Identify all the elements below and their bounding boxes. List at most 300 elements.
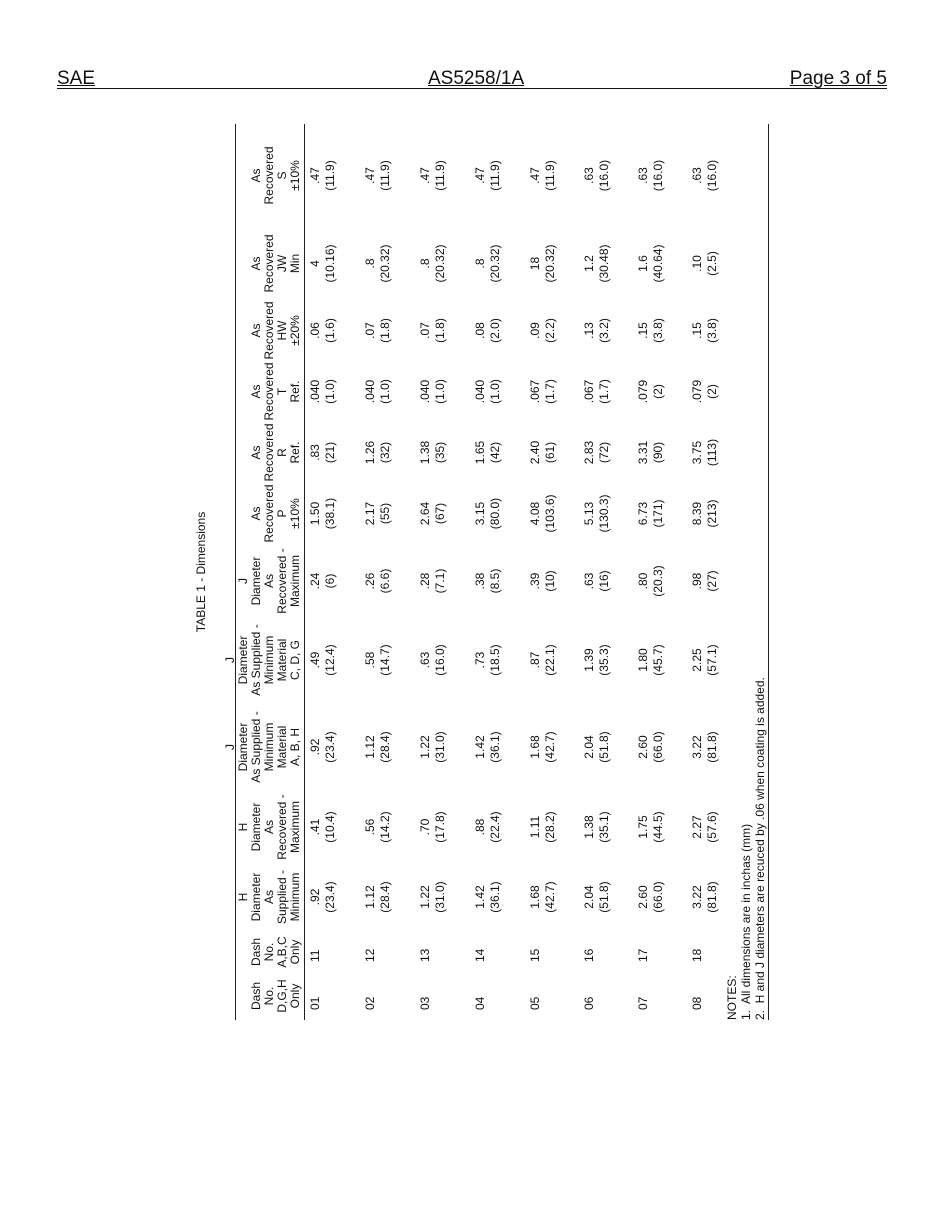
column-header: H Diameter As Supplied - Minimum bbox=[235, 869, 302, 925]
value-inch: 1.2 bbox=[581, 255, 596, 272]
value-inch: 1.68 bbox=[527, 885, 542, 909]
dimension-cell bbox=[418, 544, 448, 618]
dimension-cell bbox=[582, 702, 612, 792]
dimension-cell bbox=[690, 792, 720, 862]
value-mm: (11.9) bbox=[377, 160, 392, 191]
dimension-cell bbox=[528, 361, 558, 422]
dimension-cell bbox=[528, 483, 558, 544]
dimension-cell bbox=[308, 227, 338, 300]
value-mm: (130.3) bbox=[596, 494, 611, 533]
dimension-cell bbox=[363, 792, 393, 862]
dimension-cell bbox=[418, 300, 448, 361]
value-mm: (20.32) bbox=[432, 244, 447, 283]
value-mm: (81.8) bbox=[704, 881, 719, 913]
column-header: As Recovered T Ref. bbox=[248, 362, 302, 421]
dimension-cell bbox=[582, 124, 612, 227]
value-mm: (14.2) bbox=[377, 811, 392, 843]
value-mm: (10.16) bbox=[322, 244, 337, 283]
value-inch: .70 bbox=[417, 818, 432, 836]
value-mm: (18.5) bbox=[487, 644, 502, 676]
header-rule bbox=[57, 88, 887, 89]
value-inch: .39 bbox=[527, 572, 542, 590]
column-header: Dash No. D,G,H Only bbox=[248, 979, 302, 1013]
dimension-cell bbox=[473, 124, 503, 227]
value-mm: (10) bbox=[542, 570, 557, 592]
note-item: 1. All dimensions are in inchas (mm) bbox=[738, 823, 753, 1020]
dimension-cell bbox=[473, 544, 503, 618]
dimension-cell bbox=[308, 124, 338, 227]
value-mm: (57.6) bbox=[704, 811, 719, 843]
value-inch: .47 bbox=[362, 167, 377, 184]
value-inch: 1.6 bbox=[635, 255, 650, 272]
value-inch: .26 bbox=[362, 572, 377, 590]
dash-no-abc: 15 bbox=[527, 948, 542, 962]
dimension-cell bbox=[636, 124, 666, 227]
value-inch: .88 bbox=[472, 818, 487, 836]
dimension-cell bbox=[418, 702, 448, 792]
value-mm: (2) bbox=[704, 384, 719, 399]
dimension-cell bbox=[582, 227, 612, 300]
dimension-cell bbox=[363, 702, 393, 792]
dimension-cell bbox=[473, 618, 503, 702]
value-inch: .87 bbox=[527, 651, 542, 669]
value-mm: (80.0) bbox=[487, 497, 502, 530]
dimension-cell bbox=[308, 300, 338, 361]
value-inch: 1.68 bbox=[527, 735, 542, 759]
value-inch: .58 bbox=[362, 651, 377, 669]
value-mm: (171) bbox=[650, 499, 665, 528]
dash-no-dgh: 07 bbox=[635, 996, 650, 1010]
dimension-cell bbox=[636, 483, 666, 544]
dimension-cell bbox=[636, 300, 666, 361]
notes-title: NOTES: bbox=[724, 975, 739, 1020]
value-mm: (1.7) bbox=[542, 379, 557, 404]
value-inch: 3.22 bbox=[689, 885, 704, 909]
table-row bbox=[582, 124, 634, 1020]
table-row bbox=[418, 124, 470, 1020]
value-mm: (22.4) bbox=[487, 811, 502, 843]
dimension-cell bbox=[528, 792, 558, 862]
value-mm: (17.8) bbox=[432, 811, 447, 843]
column-header: J Diameter As Recovered - Maximum bbox=[235, 548, 302, 614]
value-mm: (6) bbox=[322, 573, 337, 589]
value-inch: .92 bbox=[307, 888, 322, 906]
dimension-cell bbox=[363, 300, 393, 361]
value-mm: (20.32) bbox=[542, 244, 557, 283]
dimension-cell bbox=[363, 124, 393, 227]
value-inch: .98 bbox=[689, 572, 704, 590]
dimension-cell bbox=[528, 702, 558, 792]
value-inch: 1.22 bbox=[417, 885, 432, 909]
dimension-cell bbox=[473, 300, 503, 361]
value-inch: 8.39 bbox=[689, 501, 704, 526]
dimension-cell bbox=[690, 618, 720, 702]
value-inch: .73 bbox=[472, 651, 487, 669]
value-mm: (30.48) bbox=[596, 244, 611, 283]
dimension-cell bbox=[363, 361, 393, 422]
value-inch: .28 bbox=[417, 572, 432, 590]
dimension-cell bbox=[582, 862, 612, 932]
dimension-cell bbox=[418, 483, 448, 544]
value-mm: (44.5) bbox=[650, 811, 665, 843]
dimension-cell bbox=[418, 862, 448, 932]
dimension-cell bbox=[636, 792, 666, 862]
value-inch: 6.73 bbox=[635, 501, 650, 526]
value-mm: (90) bbox=[650, 441, 665, 464]
value-mm: (16.0) bbox=[704, 159, 719, 192]
value-inch: .63 bbox=[689, 167, 704, 184]
value-inch: 3.15 bbox=[472, 501, 487, 526]
dimension-cell bbox=[690, 227, 720, 300]
dimension-cell bbox=[363, 422, 393, 483]
dimension-cell bbox=[582, 618, 612, 702]
value-mm: (103.6) bbox=[542, 494, 557, 533]
dash-no-dgh: 01 bbox=[307, 996, 322, 1010]
value-inch: .38 bbox=[472, 572, 487, 590]
dimension-cell bbox=[690, 422, 720, 483]
value-mm: (72) bbox=[596, 441, 611, 464]
dimension-cell bbox=[528, 862, 558, 932]
dimension-cell bbox=[690, 862, 720, 932]
dimension-cell bbox=[473, 792, 503, 862]
dimension-cell bbox=[582, 300, 612, 361]
value-inch: 4.08 bbox=[527, 501, 542, 526]
dash-no-abc: 14 bbox=[472, 948, 487, 962]
value-mm: (16.0) bbox=[432, 644, 447, 676]
value-mm: (213) bbox=[704, 499, 719, 528]
value-inch: .63 bbox=[581, 167, 596, 184]
dimension-cell bbox=[308, 483, 338, 544]
value-inch: .63 bbox=[635, 167, 650, 184]
value-inch: .07 bbox=[417, 322, 432, 339]
table-bottom-rule bbox=[768, 124, 769, 1020]
value-inch: .63 bbox=[417, 651, 432, 669]
value-inch: 5.13 bbox=[581, 501, 596, 526]
value-inch: 3.75 bbox=[689, 440, 704, 465]
dimension-cell bbox=[418, 792, 448, 862]
dimension-cell bbox=[308, 422, 338, 483]
dimension-cell bbox=[636, 862, 666, 932]
value-mm: (3.2) bbox=[596, 318, 611, 343]
value-inch: 1.12 bbox=[362, 735, 377, 759]
dimension-cell bbox=[582, 422, 612, 483]
dimension-cell bbox=[363, 862, 393, 932]
dimension-cell bbox=[363, 227, 393, 300]
dimension-cell bbox=[308, 618, 338, 702]
dimension-cell bbox=[528, 544, 558, 618]
dimension-cell bbox=[308, 361, 338, 422]
value-mm: (31.0) bbox=[432, 881, 447, 913]
dimension-cell bbox=[636, 422, 666, 483]
value-inch: 1.42 bbox=[472, 735, 487, 759]
dimension-cell bbox=[582, 792, 612, 862]
dash-no-abc: 17 bbox=[635, 948, 650, 962]
dimension-cell bbox=[690, 361, 720, 422]
value-inch: .040 bbox=[307, 379, 322, 404]
value-mm: (12.4) bbox=[322, 644, 337, 676]
value-mm: (20.32) bbox=[377, 244, 392, 283]
dimension-cell bbox=[308, 792, 338, 862]
value-inch: .47 bbox=[307, 167, 322, 184]
dimension-cell bbox=[473, 862, 503, 932]
dimension-cell bbox=[308, 702, 338, 792]
table-header-rule bbox=[304, 124, 305, 1020]
value-mm: (36.1) bbox=[487, 731, 502, 763]
value-inch: 1.80 bbox=[635, 648, 650, 672]
column-header: Dash No. A,B,C Only bbox=[248, 936, 302, 968]
value-mm: (23.4) bbox=[322, 881, 337, 913]
table-row bbox=[308, 124, 360, 1020]
value-mm: (11.9) bbox=[487, 160, 502, 191]
value-inch: 2.25 bbox=[689, 648, 704, 672]
dimension-cell bbox=[528, 300, 558, 361]
value-mm: (1.6) bbox=[322, 318, 337, 343]
value-mm: (32) bbox=[377, 441, 392, 464]
value-inch: .07 bbox=[362, 322, 377, 339]
dimension-cell bbox=[308, 862, 338, 932]
dimension-cell bbox=[636, 544, 666, 618]
dimension-cell bbox=[473, 702, 503, 792]
value-inch: 2.04 bbox=[581, 735, 596, 759]
table-row bbox=[528, 124, 580, 1020]
value-mm: (36.1) bbox=[487, 881, 502, 913]
column-header: As Recovered S ±10% bbox=[248, 146, 302, 205]
value-mm: (28.2) bbox=[542, 811, 557, 843]
value-mm: (16.0) bbox=[650, 159, 665, 192]
column-header: As Recovered HW ±20% bbox=[248, 301, 302, 360]
value-mm: (57.1) bbox=[704, 644, 719, 676]
value-inch: .83 bbox=[307, 444, 322, 461]
value-mm: (3.8) bbox=[650, 318, 665, 343]
value-mm: (16.0) bbox=[596, 159, 611, 192]
dash-no-dgh: 08 bbox=[689, 996, 704, 1010]
value-mm: (2.2) bbox=[542, 318, 557, 343]
dimension-cell bbox=[528, 124, 558, 227]
value-inch: 1.22 bbox=[417, 735, 432, 759]
dimension-cell bbox=[690, 300, 720, 361]
value-mm: (23.4) bbox=[322, 731, 337, 763]
value-inch: .10 bbox=[689, 255, 704, 272]
header-page-number: Page 3 of 5 bbox=[789, 68, 887, 89]
value-mm: (20.3) bbox=[650, 565, 665, 597]
column-header: J Diameter As Supplied - Minimum Material A, B, H bbox=[222, 711, 302, 783]
value-mm: (51.8) bbox=[596, 731, 611, 763]
dimension-cell bbox=[418, 361, 448, 422]
value-inch: 1.39 bbox=[581, 648, 596, 672]
dimension-cell bbox=[582, 483, 612, 544]
dimension-cell bbox=[690, 544, 720, 618]
value-inch: 2.60 bbox=[635, 885, 650, 909]
header-doc-number: AS5258/1A bbox=[428, 68, 525, 89]
dash-no-abc: 12 bbox=[362, 948, 377, 962]
value-mm: (11.9) bbox=[322, 160, 337, 191]
dimension-cell bbox=[473, 422, 503, 483]
value-mm: (2.5) bbox=[704, 251, 719, 276]
column-header: As Recovered R Ref. bbox=[248, 423, 302, 482]
table-row bbox=[473, 124, 525, 1020]
value-mm: (2) bbox=[650, 384, 665, 399]
dimension-cell bbox=[690, 124, 720, 227]
value-mm: (61) bbox=[542, 441, 557, 464]
value-inch: .8 bbox=[472, 258, 487, 269]
dash-no-abc: 16 bbox=[581, 948, 596, 962]
dimension-cell bbox=[582, 361, 612, 422]
value-inch: 2.83 bbox=[581, 440, 596, 465]
note-item: 2. H and J diameters are recuced by .06 when coating is added. bbox=[752, 677, 767, 1020]
value-mm: (16) bbox=[596, 570, 611, 592]
header-org: SAE bbox=[57, 68, 96, 89]
value-inch: 3.31 bbox=[635, 440, 650, 465]
value-mm: (42) bbox=[487, 441, 502, 464]
value-inch: .079 bbox=[635, 379, 650, 404]
dash-no-abc: 18 bbox=[689, 948, 704, 962]
value-mm: (38.1) bbox=[322, 497, 337, 530]
value-inch: 1.26 bbox=[362, 440, 377, 465]
value-mm: (81.8) bbox=[704, 731, 719, 763]
value-mm: (1.0) bbox=[432, 379, 447, 404]
value-mm: (1.8) bbox=[432, 318, 447, 343]
value-inch: .079 bbox=[689, 379, 704, 404]
value-inch: .47 bbox=[417, 167, 432, 184]
value-mm: (66.0) bbox=[650, 731, 665, 763]
dimension-cell bbox=[473, 483, 503, 544]
dimension-cell bbox=[528, 422, 558, 483]
value-mm: (42.7) bbox=[542, 731, 557, 763]
value-inch: .13 bbox=[581, 322, 596, 339]
value-inch: .067 bbox=[581, 379, 596, 404]
value-inch: .47 bbox=[527, 167, 542, 184]
value-mm: (66.0) bbox=[650, 881, 665, 913]
value-mm: (21) bbox=[322, 441, 337, 464]
dash-no-dgh: 02 bbox=[362, 996, 377, 1010]
value-mm: (11.9) bbox=[542, 160, 557, 191]
value-inch: 2.17 bbox=[362, 501, 377, 526]
dimension-cell bbox=[363, 483, 393, 544]
value-mm: (22.1) bbox=[542, 644, 557, 676]
value-mm: (1.0) bbox=[377, 379, 392, 404]
dimension-cell bbox=[418, 227, 448, 300]
value-inch: 1.50 bbox=[307, 501, 322, 526]
dash-no-abc: 11 bbox=[307, 949, 322, 962]
table-row bbox=[363, 124, 415, 1020]
dash-no-dgh: 04 bbox=[472, 996, 487, 1010]
dash-no-dgh: 03 bbox=[417, 996, 432, 1010]
value-inch: .47 bbox=[472, 167, 487, 184]
value-inch: 1.65 bbox=[472, 440, 487, 465]
dash-no-dgh: 06 bbox=[581, 996, 596, 1010]
table-notes bbox=[725, 677, 767, 1020]
value-inch: .92 bbox=[307, 738, 322, 756]
dash-no-dgh: 05 bbox=[527, 996, 542, 1010]
value-inch: 1.12 bbox=[362, 885, 377, 909]
value-inch: .63 bbox=[581, 572, 596, 590]
value-inch: .040 bbox=[417, 379, 432, 404]
value-mm: (10.4) bbox=[322, 811, 337, 843]
dimension-cell bbox=[636, 618, 666, 702]
value-mm: (6.6) bbox=[377, 568, 392, 594]
dimension-cell bbox=[528, 618, 558, 702]
value-inch: .040 bbox=[472, 379, 487, 404]
value-inch: .15 bbox=[689, 322, 704, 339]
value-mm: (35) bbox=[432, 441, 447, 464]
value-inch: 3.22 bbox=[689, 735, 704, 759]
value-mm: (20.32) bbox=[487, 244, 502, 283]
value-inch: .80 bbox=[635, 572, 650, 590]
value-inch: .49 bbox=[307, 651, 322, 669]
value-mm: (7.1) bbox=[432, 568, 447, 594]
dimension-cell bbox=[363, 618, 393, 702]
dimension-cell bbox=[690, 483, 720, 544]
dash-no-abc: 13 bbox=[417, 948, 432, 962]
dimension-cell bbox=[636, 361, 666, 422]
dimension-cell bbox=[473, 361, 503, 422]
value-mm: (1.0) bbox=[487, 379, 502, 404]
value-mm: (35.1) bbox=[596, 811, 611, 843]
value-inch: .08 bbox=[472, 322, 487, 339]
value-inch: .09 bbox=[527, 322, 542, 339]
dimension-cell bbox=[636, 227, 666, 300]
value-mm: (40.64) bbox=[650, 244, 665, 283]
dimension-cell bbox=[418, 618, 448, 702]
value-inch: 4 bbox=[307, 260, 322, 267]
value-inch: 2.27 bbox=[689, 815, 704, 839]
table-title: TABLE 1 - Dimensions bbox=[193, 511, 208, 633]
dimension-cell bbox=[528, 227, 558, 300]
value-mm: (1.8) bbox=[377, 318, 392, 343]
column-header: As Recovered JW Min bbox=[248, 234, 302, 293]
value-inch: 2.60 bbox=[635, 735, 650, 759]
value-mm: (55) bbox=[377, 502, 392, 525]
dimension-cell bbox=[308, 544, 338, 618]
value-inch: 2.64 bbox=[417, 501, 432, 526]
value-mm: (35.3) bbox=[596, 644, 611, 676]
value-inch: 2.40 bbox=[527, 440, 542, 465]
value-mm: (1.7) bbox=[596, 379, 611, 404]
value-inch: 1.42 bbox=[472, 885, 487, 909]
value-inch: 18 bbox=[527, 256, 542, 271]
value-mm: (31.0) bbox=[432, 731, 447, 763]
column-header: J Diameter As Supplied - Minimum Material C, D, G bbox=[222, 624, 302, 696]
value-inch: .8 bbox=[417, 258, 432, 269]
value-inch: .41 bbox=[307, 818, 322, 836]
value-inch: .8 bbox=[362, 258, 377, 269]
dimension-cell bbox=[582, 544, 612, 618]
value-mm: (3.8) bbox=[704, 318, 719, 343]
value-mm: (8.5) bbox=[487, 568, 502, 594]
value-mm: (28.4) bbox=[377, 881, 392, 913]
value-inch: .24 bbox=[307, 572, 322, 590]
value-inch: .15 bbox=[635, 322, 650, 339]
value-mm: (27) bbox=[704, 570, 719, 592]
value-mm: (51.8) bbox=[596, 881, 611, 913]
dimension-cell bbox=[418, 422, 448, 483]
value-mm: (113) bbox=[704, 438, 719, 467]
value-mm: (2.0) bbox=[487, 318, 502, 343]
dimension-cell bbox=[363, 544, 393, 618]
dimension-cell bbox=[636, 702, 666, 792]
value-inch: 1.38 bbox=[581, 815, 596, 839]
value-mm: (67) bbox=[432, 502, 447, 525]
table-top-rule bbox=[235, 124, 236, 1020]
dimension-cell bbox=[690, 702, 720, 792]
dimensions-table bbox=[193, 124, 771, 1020]
value-mm: (45.7) bbox=[650, 644, 665, 676]
value-mm: (11.9) bbox=[432, 160, 447, 191]
value-inch: 2.04 bbox=[581, 885, 596, 909]
value-inch: 1.75 bbox=[635, 815, 650, 839]
column-header: As Recovered P ±10% bbox=[248, 484, 302, 543]
value-inch: .06 bbox=[307, 322, 322, 339]
